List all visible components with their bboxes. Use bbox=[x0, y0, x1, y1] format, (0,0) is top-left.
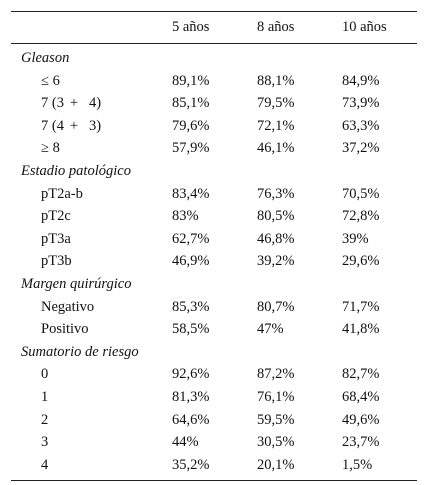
cell-5-years: 58,5% bbox=[172, 321, 210, 338]
table-row bbox=[11, 431, 417, 454]
cell-5-years: 81,3% bbox=[172, 388, 210, 405]
row-label: pT2a-b bbox=[41, 185, 83, 202]
table-row bbox=[11, 92, 417, 115]
cell-5-years: 85,3% bbox=[172, 298, 210, 315]
table-row bbox=[11, 183, 417, 206]
table-row bbox=[11, 296, 417, 319]
section-title-row bbox=[11, 47, 417, 70]
row-label bbox=[41, 115, 101, 138]
cell-10-years: 37,2% bbox=[342, 140, 380, 157]
table-row bbox=[11, 454, 417, 477]
section-title-row bbox=[11, 273, 417, 296]
cell-8-years: 46,1% bbox=[257, 140, 295, 157]
cell-5-years: 57,9% bbox=[172, 140, 210, 157]
row-label-part: 3) bbox=[89, 117, 102, 134]
survival-table bbox=[11, 11, 417, 481]
cell-5-years: 46,9% bbox=[172, 253, 210, 270]
cell-8-years: 76,1% bbox=[257, 388, 295, 405]
cell-8-years: 46,8% bbox=[257, 230, 295, 247]
table-bottom-rule bbox=[11, 480, 417, 481]
cell-10-years: 82,7% bbox=[342, 366, 380, 383]
cell-10-years: 23,7% bbox=[342, 434, 380, 451]
cell-8-years: 20,1% bbox=[257, 456, 295, 473]
cell-10-years: 68,4% bbox=[342, 388, 380, 405]
cell-5-years: 35,2% bbox=[172, 456, 210, 473]
table-row bbox=[11, 250, 417, 273]
section-title-estadio: Estadio patológico bbox=[21, 162, 131, 179]
cell-8-years: 39,2% bbox=[257, 253, 295, 270]
cell-5-years: 83,4% bbox=[172, 185, 210, 202]
cell-8-years: 80,7% bbox=[257, 298, 295, 315]
table-row bbox=[11, 409, 417, 432]
cell-8-years: 76,3% bbox=[257, 185, 295, 202]
row-label-part: 7 (3 bbox=[41, 95, 64, 112]
row-label: Negativo bbox=[41, 298, 95, 315]
row-label-part: + bbox=[69, 95, 79, 112]
cell-10-years: 29,6% bbox=[342, 253, 380, 270]
header-cell-5-years: 5 años bbox=[172, 19, 210, 35]
cell-8-years: 87,2% bbox=[257, 366, 295, 383]
cell-8-years: 47% bbox=[257, 321, 284, 338]
cell-5-years: 92,6% bbox=[172, 366, 210, 383]
table-row bbox=[11, 386, 417, 409]
row-label: ≥ 8 bbox=[41, 140, 60, 157]
row-label-part: 4) bbox=[89, 95, 102, 112]
header-cell-8-years: 8 años bbox=[257, 19, 295, 35]
cell-10-years: 71,7% bbox=[342, 298, 380, 315]
row-label-part: 7 (4 bbox=[41, 117, 64, 134]
section-title-row bbox=[11, 160, 417, 183]
section-title-gleason: Gleason bbox=[21, 50, 70, 66]
cell-8-years: 88,1% bbox=[257, 72, 295, 89]
row-label: pT3b bbox=[41, 253, 72, 270]
header-cell-10-years: 10 años bbox=[342, 19, 387, 35]
cell-8-years: 30,5% bbox=[257, 434, 295, 451]
table-row bbox=[11, 205, 417, 228]
cell-10-years: 63,3% bbox=[342, 117, 380, 134]
cell-10-years: 73,9% bbox=[342, 95, 380, 112]
table-row bbox=[11, 363, 417, 386]
cell-10-years: 49,6% bbox=[342, 411, 380, 428]
cell-10-years: 39% bbox=[342, 230, 369, 247]
row-label: Positivo bbox=[41, 321, 89, 338]
table-row bbox=[11, 115, 417, 138]
row-label: 3 bbox=[41, 434, 49, 451]
table-row bbox=[11, 228, 417, 251]
cell-8-years: 80,5% bbox=[257, 208, 295, 225]
cell-10-years: 1,5% bbox=[342, 456, 373, 473]
cell-10-years: 84,9% bbox=[342, 72, 380, 89]
cell-10-years: 72,8% bbox=[342, 208, 380, 225]
cell-8-years: 72,1% bbox=[257, 117, 295, 134]
cell-8-years: 59,5% bbox=[257, 411, 295, 428]
cell-5-years: 62,7% bbox=[172, 230, 210, 247]
cell-10-years: 70,5% bbox=[342, 185, 380, 202]
row-label: 4 bbox=[41, 456, 49, 473]
table-row bbox=[11, 318, 417, 341]
table-row bbox=[11, 70, 417, 93]
row-label: ≤ 6 bbox=[41, 72, 60, 89]
section-title-sumatorio: Sumatorio de riesgo bbox=[21, 343, 139, 360]
table-header-row bbox=[11, 12, 417, 43]
cell-8-years: 79,5% bbox=[257, 95, 295, 112]
cell-5-years: 89,1% bbox=[172, 72, 210, 89]
section-title-margen: Margen quirúrgico bbox=[21, 275, 132, 292]
cell-5-years: 79,6% bbox=[172, 117, 210, 134]
row-label-part: + bbox=[69, 117, 79, 134]
row-label: pT2c bbox=[41, 208, 71, 225]
row-label: 1 bbox=[41, 388, 49, 405]
row-label bbox=[41, 92, 101, 115]
row-label: pT3a bbox=[41, 230, 71, 247]
cell-10-years: 41,8% bbox=[342, 321, 380, 338]
section-title-row bbox=[11, 341, 417, 364]
row-label: 0 bbox=[41, 366, 49, 383]
cell-5-years: 85,1% bbox=[172, 95, 210, 112]
table-row bbox=[11, 137, 417, 160]
cell-5-years: 64,6% bbox=[172, 411, 210, 428]
cell-5-years: 44% bbox=[172, 434, 199, 451]
row-label: 2 bbox=[41, 411, 49, 428]
cell-5-years: 83% bbox=[172, 208, 199, 225]
